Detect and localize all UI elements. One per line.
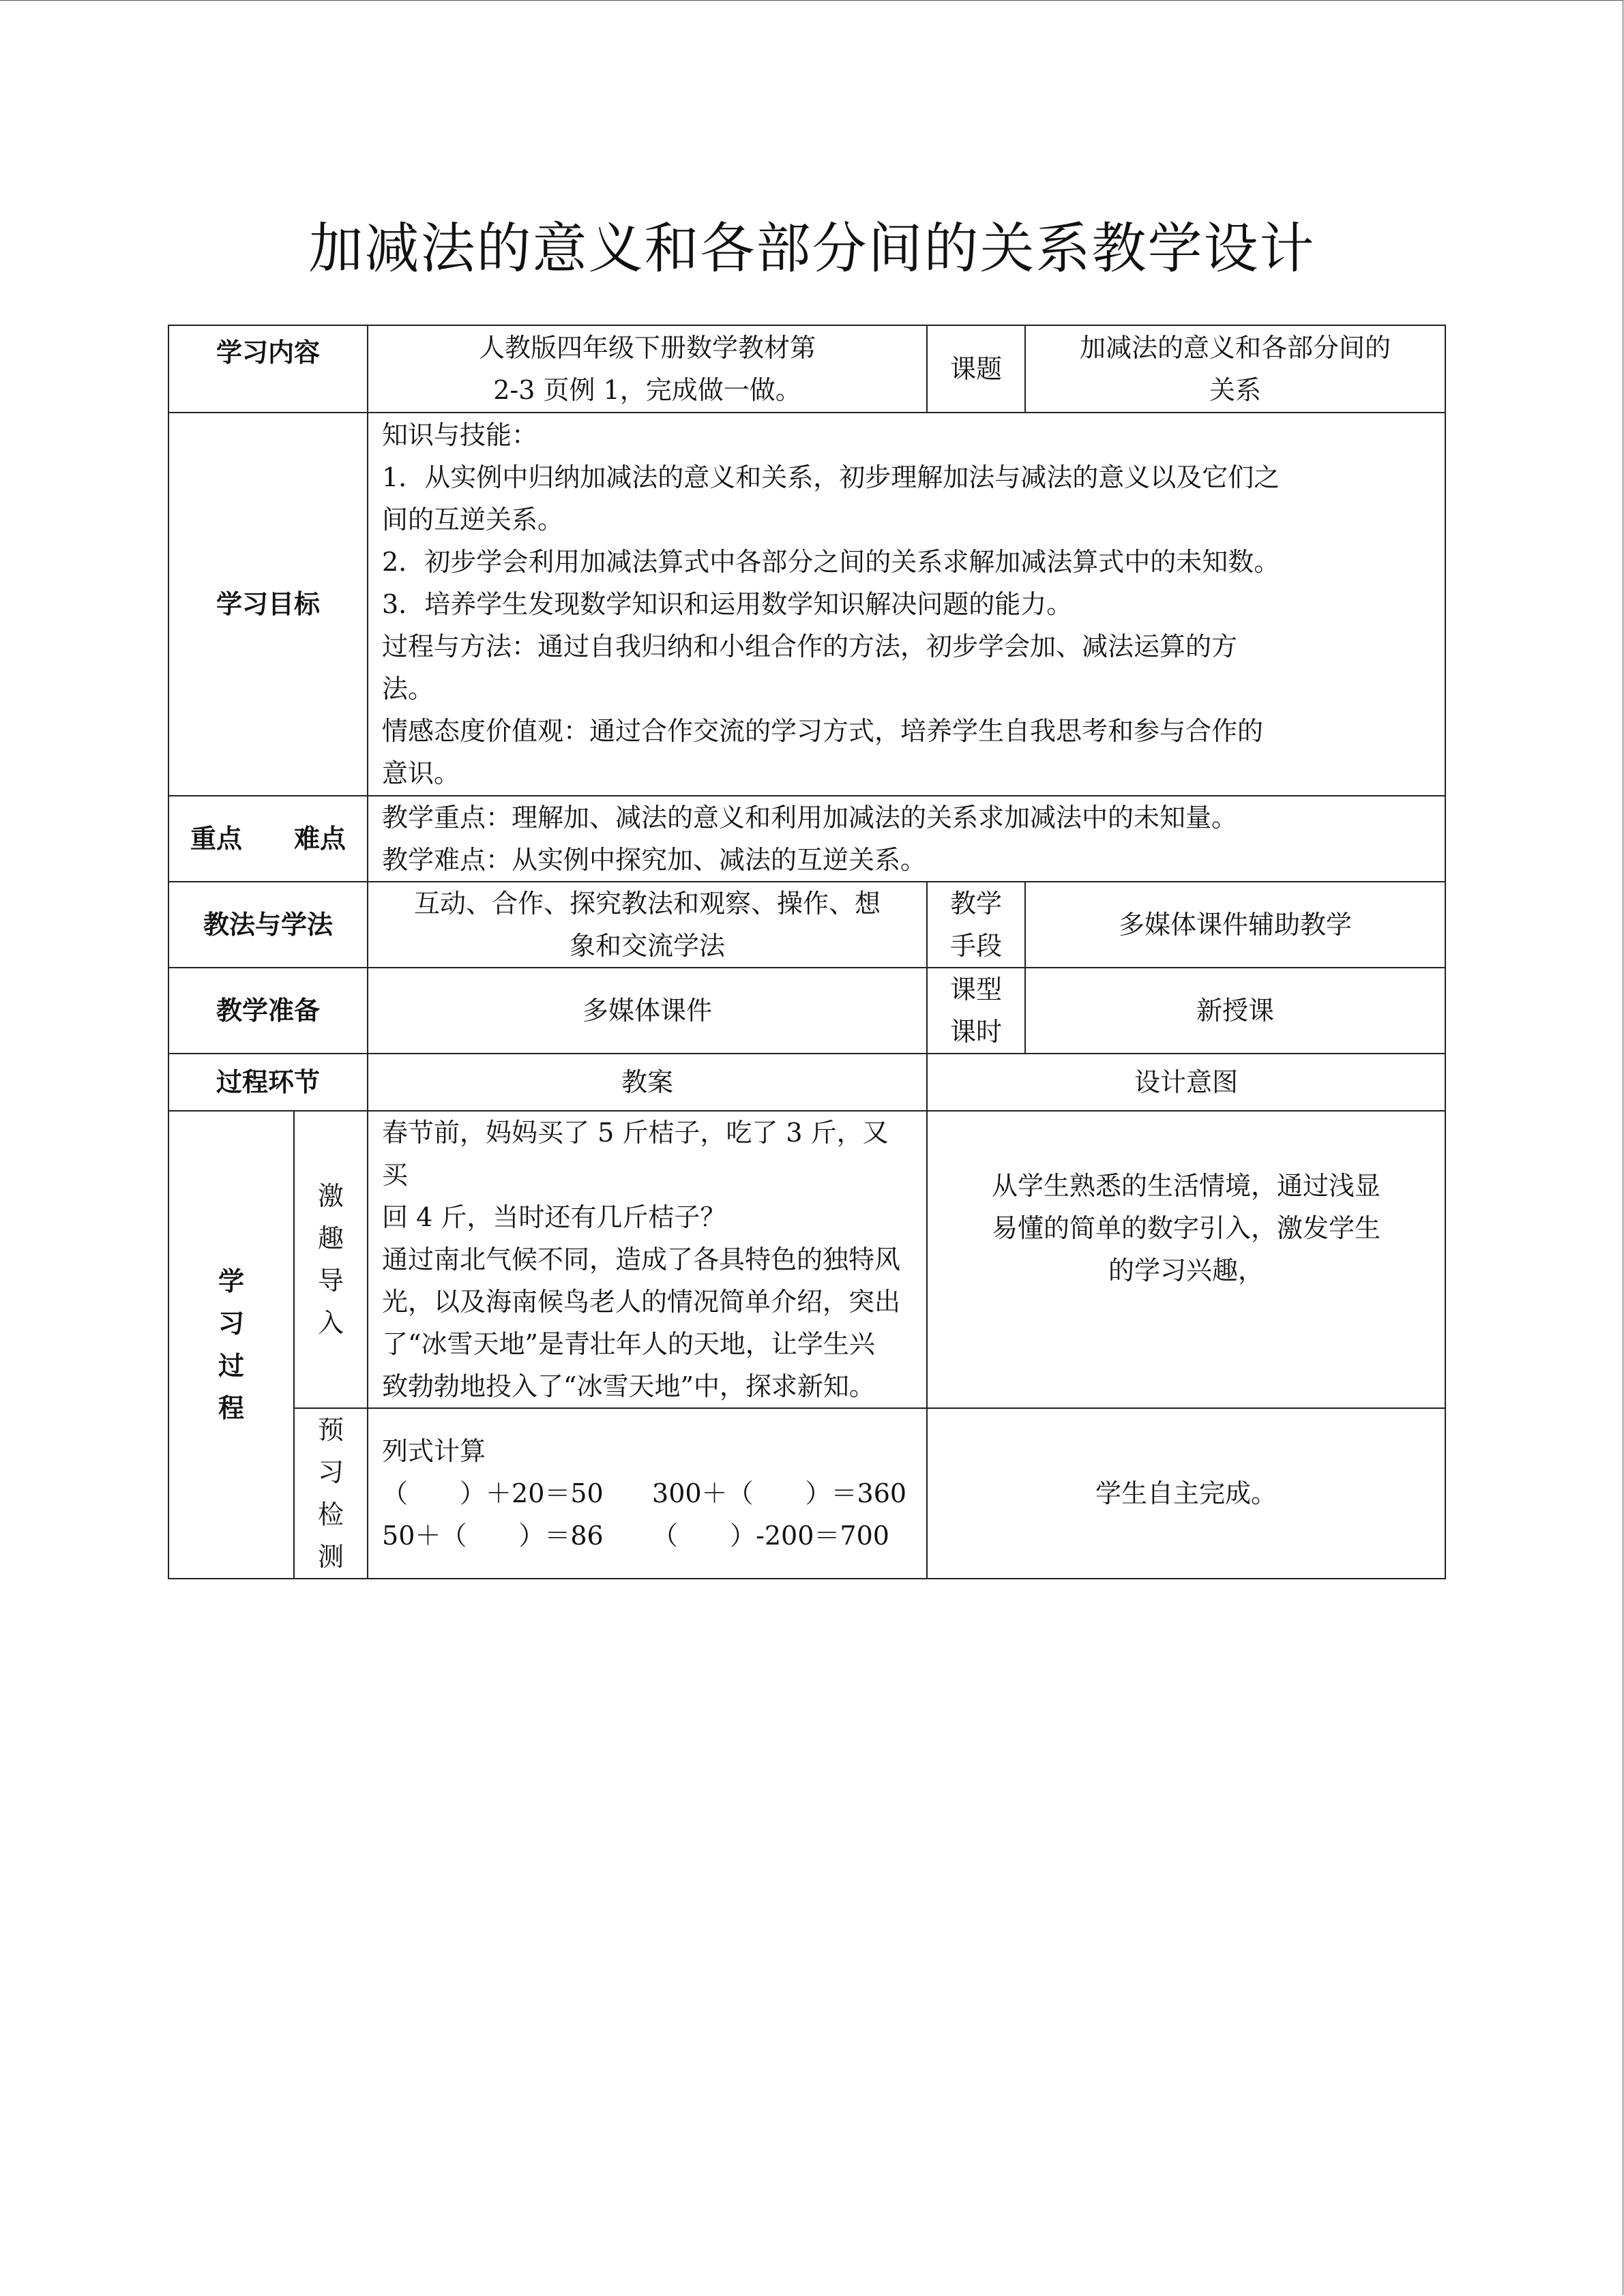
row-study-content bbox=[168, 325, 1445, 413]
stage-char: 预 bbox=[318, 1415, 344, 1445]
means-label-2: 手段 bbox=[950, 931, 1003, 961]
plan-line: 通过南北气候不同，造成了各具特色的独特风 bbox=[382, 1244, 901, 1274]
key-point-text: 教学重点：理解加、减法的意义和利用加减法的关系求加减法中的未知量。 bbox=[382, 803, 1238, 833]
stage-preview-plan bbox=[368, 1408, 927, 1579]
plan-line: 春节前，妈妈买了 5 斤桔子，吃了 3 斤，又买 bbox=[382, 1118, 889, 1190]
key-points-value bbox=[368, 796, 1445, 882]
goal-line: 情感态度价值观：通过合作交流的学习方式，培养学生自我思考和参与合作的 bbox=[382, 716, 1264, 746]
method-line-2: 象和交流学法 bbox=[570, 931, 726, 961]
goal-line: 意识。 bbox=[382, 758, 460, 788]
row-study-goals bbox=[168, 413, 1445, 796]
study-content-value bbox=[368, 325, 927, 413]
equation-row bbox=[382, 1515, 913, 1557]
process-char: 学 bbox=[218, 1266, 244, 1296]
intent-line: 从学生熟悉的生活情境，通过浅显 bbox=[992, 1171, 1381, 1201]
stage-char: 习 bbox=[318, 1457, 344, 1487]
stage-intro-plan bbox=[368, 1111, 927, 1408]
goal-line: 法。 bbox=[382, 674, 434, 704]
stage-char: 激 bbox=[318, 1181, 344, 1211]
teaching-prep-value: 多媒体课件 bbox=[368, 968, 927, 1054]
goal-line: 1．从实例中归纳加减法的意义和关系，初步理解加法与减法的意义以及它们之 bbox=[382, 462, 1280, 492]
process-char: 程 bbox=[218, 1393, 244, 1423]
study-goals-value bbox=[368, 413, 1445, 796]
stage-char: 导 bbox=[318, 1266, 344, 1296]
row-key-points bbox=[168, 796, 1445, 882]
row-teaching-method bbox=[168, 882, 1445, 968]
plan-line: 了“冰雪天地”是青壮年人的天地，让学生兴 bbox=[382, 1329, 875, 1359]
teaching-prep-label: 教学准备 bbox=[168, 968, 368, 1054]
stage-intro-label bbox=[294, 1111, 368, 1408]
stage-intro-intent bbox=[927, 1111, 1445, 1408]
process-header-label: 过程环节 bbox=[168, 1054, 368, 1111]
goal-line: 知识与技能： bbox=[382, 420, 538, 450]
intent-line: 易懂的简单的数字引入，激发学生 bbox=[992, 1213, 1381, 1243]
means-label-1: 教学 bbox=[950, 889, 1003, 919]
goal-line: 过程与方法：通过自我归纳和小组合作的方法，初步学会加、减法运算的方 bbox=[382, 631, 1238, 661]
stage-char: 检 bbox=[318, 1500, 344, 1530]
equation-row bbox=[382, 1472, 913, 1515]
key-points-label: 重点 难点 bbox=[168, 796, 368, 882]
topic-line-2: 关系 bbox=[1209, 375, 1262, 405]
equation: （ ）＋20＝50 bbox=[382, 1478, 604, 1508]
process-char: 过 bbox=[218, 1351, 244, 1381]
page-title: 加减法的意义和各部分间的关系教学设计 bbox=[308, 217, 1316, 280]
lesson-plan-table bbox=[168, 325, 1446, 1579]
equation: 300＋（ ）＝360 bbox=[652, 1478, 907, 1508]
study-content-line-1: 人教版四年级下册数学教材第 bbox=[479, 333, 816, 363]
teaching-method-value bbox=[368, 882, 927, 968]
stage-char: 测 bbox=[318, 1542, 344, 1572]
plan-header: 教案 bbox=[368, 1054, 927, 1111]
equation: （ ）-200＝700 bbox=[652, 1521, 889, 1551]
row-teaching-prep bbox=[168, 968, 1445, 1054]
topic-line-1: 加减法的意义和各部分间的 bbox=[1080, 333, 1391, 363]
stage-char: 入 bbox=[318, 1308, 344, 1338]
stage-preview-label bbox=[294, 1408, 368, 1579]
lesson-type-label bbox=[927, 968, 1025, 1054]
study-content-line-2: 2-3 页例 1，完成做一做。 bbox=[493, 375, 801, 405]
difficulty-text: 教学难点：从实例中探究加、减法的互逆关系。 bbox=[382, 845, 927, 875]
type-label-1: 课型 bbox=[950, 974, 1003, 1004]
method-line-1: 互动、合作、探究教法和观察、操作、想 bbox=[414, 889, 881, 919]
goal-line: 2．初步学会利用加减法算式中各部分之间的关系求解加减法算式中的未知数。 bbox=[382, 547, 1280, 577]
equation: 50＋（ ）＝86 bbox=[382, 1521, 604, 1551]
teaching-means-label bbox=[927, 882, 1025, 968]
stage-preview-intent: 学生自主完成。 bbox=[927, 1408, 1445, 1579]
process-label bbox=[168, 1111, 294, 1579]
stage-char: 趣 bbox=[318, 1223, 344, 1253]
plan-line: 回 4 斤，当时还有几斤桔子？ bbox=[382, 1202, 726, 1232]
teaching-method-label: 教法与学法 bbox=[168, 882, 368, 968]
type-label-2: 课时 bbox=[950, 1017, 1003, 1047]
row-process-header bbox=[168, 1054, 1445, 1111]
teaching-means-value: 多媒体课件辅助教学 bbox=[1025, 882, 1445, 968]
study-content-label: 学习内容 bbox=[168, 325, 368, 413]
preview-heading: 列式计算 bbox=[382, 1436, 486, 1466]
row-stage-preview bbox=[168, 1408, 1445, 1579]
topic-label: 课题 bbox=[927, 325, 1025, 413]
goal-line: 3．培养学生发现数学知识和运用数学知识解决问题的能力。 bbox=[382, 589, 1073, 619]
process-char: 习 bbox=[218, 1309, 244, 1339]
row-stage-intro bbox=[168, 1111, 1445, 1408]
intent-header: 设计意图 bbox=[927, 1054, 1445, 1111]
lesson-type-value: 新授课 bbox=[1025, 968, 1445, 1054]
plan-line: 致勃勃地投入了“冰雪天地”中，探求新知。 bbox=[382, 1371, 875, 1401]
study-goals-label: 学习目标 bbox=[168, 413, 368, 796]
goal-line: 间的互逆关系。 bbox=[382, 505, 564, 535]
topic-value bbox=[1025, 325, 1445, 413]
plan-line: 光，以及海南候鸟老人的情况简单介绍，突出 bbox=[382, 1287, 901, 1317]
intent-line: 的学习兴趣， bbox=[1108, 1255, 1265, 1285]
